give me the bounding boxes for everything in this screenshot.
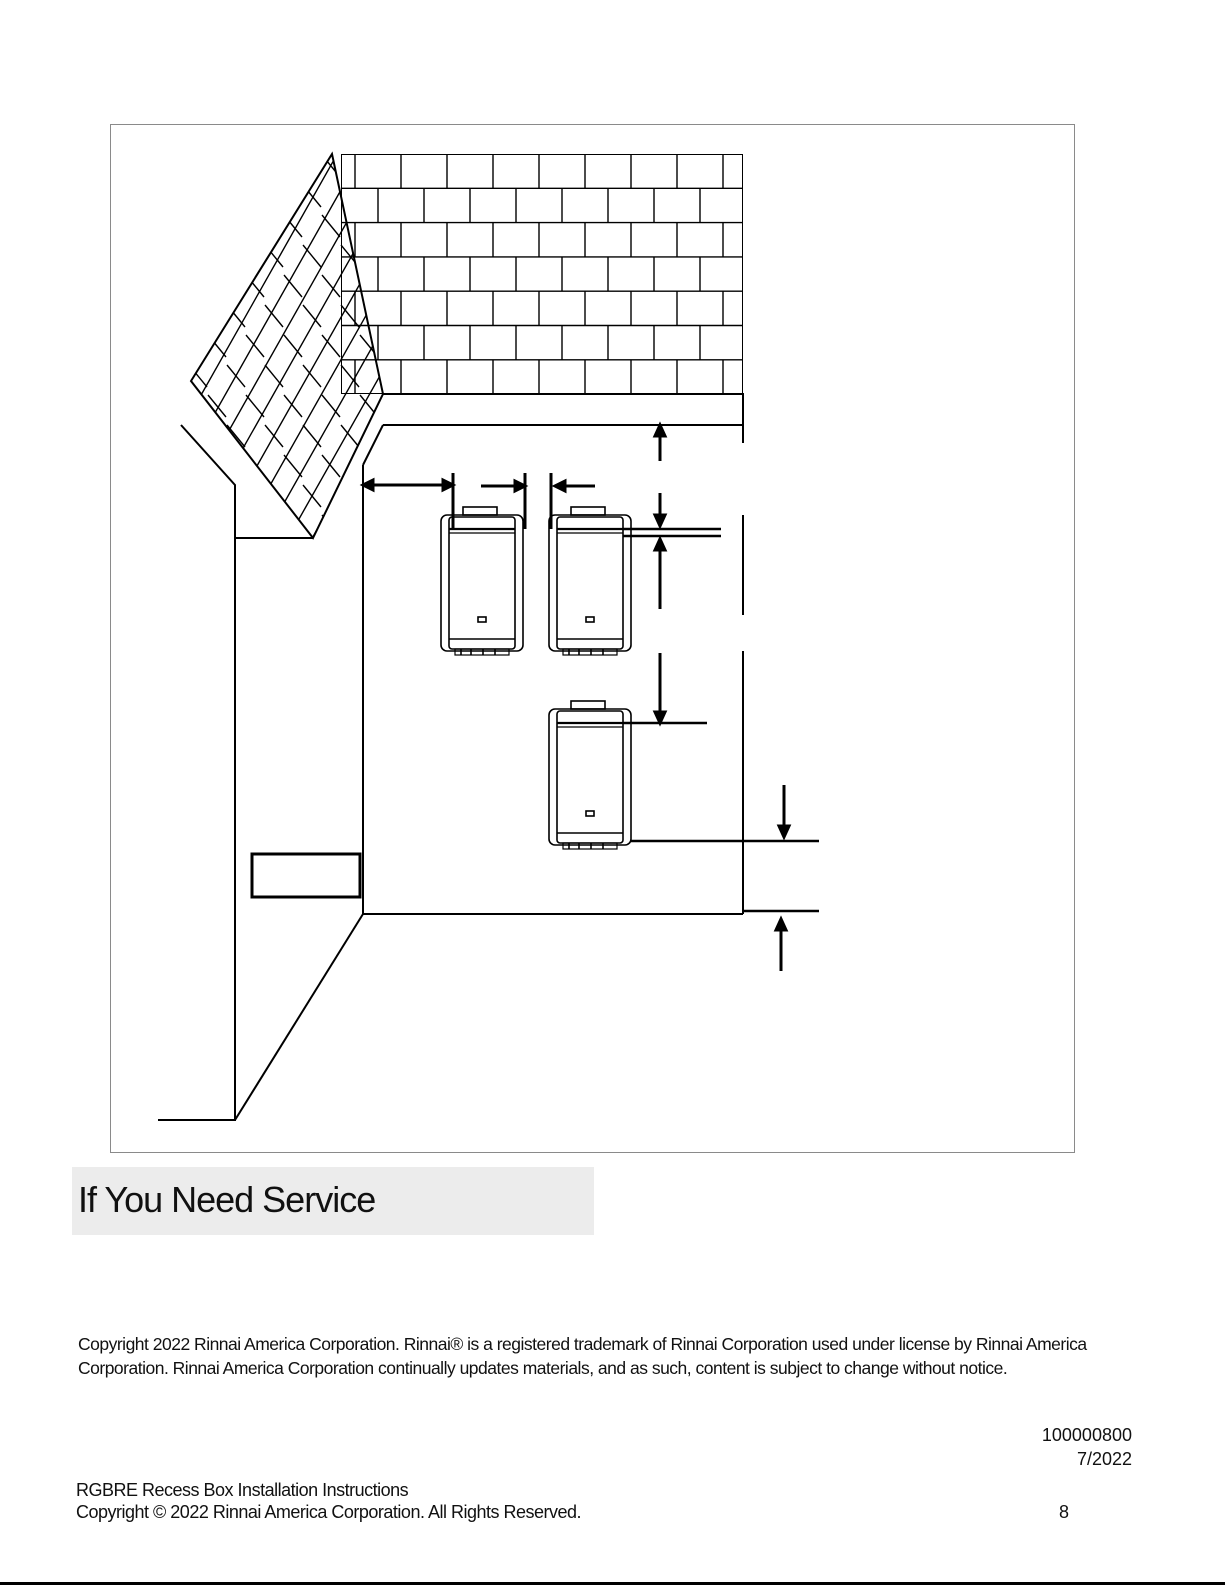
water-heater-unit-top-left [441, 507, 523, 655]
water-heater-unit-top-right [549, 507, 631, 655]
footer-document-title: RGBRE Recess Box Installation Instructions [76, 1480, 409, 1500]
page-number: 8 [1059, 1502, 1070, 1522]
document-number: 100000800 [1041, 1425, 1132, 1445]
installation-diagram [110, 124, 1075, 1153]
footer-copyright: Copyright © 2022 Rinnai America Corporation. All Rights Reserved. [76, 1502, 582, 1522]
document-date: 7/2022 [1076, 1449, 1132, 1469]
section-title: If You Need Service [78, 1179, 376, 1220]
brick-wall [341, 154, 743, 394]
diagram-svg [111, 125, 1076, 1154]
section-header [72, 1167, 594, 1235]
water-heater-unit-bottom [549, 701, 631, 849]
fascia-beam [363, 394, 743, 465]
side-wall [158, 425, 360, 1120]
copyright-notice: Copyright 2022 Rinnai America Corporation. Rinnai® is a registered trademark of Rinnai Corporation used under license by Rinnai America Corporation. Rinnai America Corporation continually updates materials, and as such, content is subject to change without notice. [78, 1334, 1087, 1378]
roof-shingles [111, 125, 653, 597]
